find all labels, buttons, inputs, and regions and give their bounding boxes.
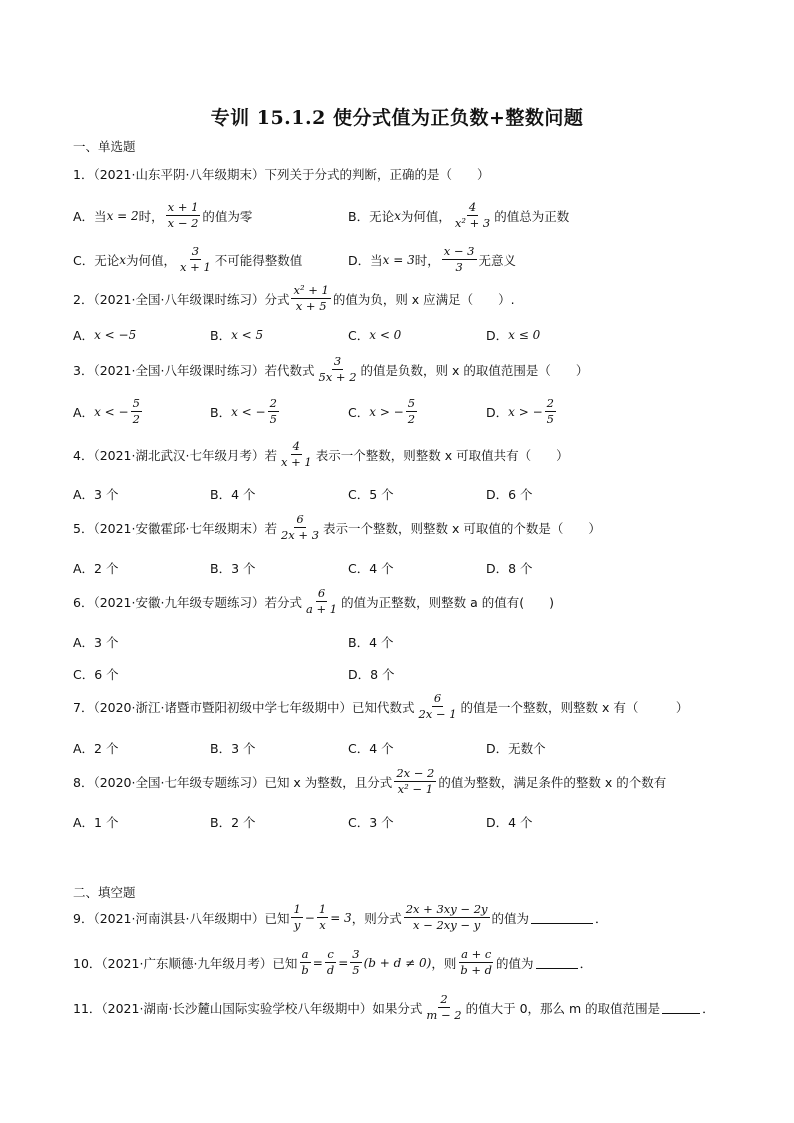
question-8-stem: 8．（2020·全国·七年级专题练习）已知 x 为整数，且分式 $\frac{2x - 2}{\text{x² − 1}}$ 的值为整数，满足条件的整数 x 的个数有 bbox=[73, 766, 667, 797]
question-5-option-d[interactable]: D．8 个 bbox=[486, 561, 533, 576]
question-7-option-c[interactable]: C．4 个 bbox=[348, 741, 394, 756]
fraction: $\frac{x - 3}{3}$ bbox=[443, 244, 475, 275]
question-10-stem: 10．（2021·广东顺德·九年级月考）已知 $\frac{a}{b}$ = $\frac{c}{d}$ = $\frac{3}{5}$ (b + d ≠ 0) ，则 $\frac{a + c}{b + d}$ 的值为 ． bbox=[73, 947, 593, 978]
question-8-option-c[interactable]: C．3 个 bbox=[348, 815, 394, 830]
fraction: $\frac{4}{\text{x² + 3}}$ bbox=[454, 200, 491, 231]
question-4-option-a[interactable]: A．3 个 bbox=[73, 487, 119, 502]
page-title: 专训 15.1.2 使分式值为正负数+整数问题 bbox=[210, 107, 584, 129]
answer-blank[interactable] bbox=[531, 911, 593, 924]
fraction: $\frac{3}{x + 1}$ bbox=[180, 244, 211, 275]
question-1-option-d[interactable]: D．当 x = 3 时， $\frac{x - 3}{3}$ 无意义 bbox=[348, 244, 517, 275]
question-1-option-a[interactable]: A．当 x = 2 时， $\frac{x + 1}{x - 2}$ 的值为零 bbox=[73, 200, 253, 231]
fraction: $\frac{x + 1}{x - 2}$ bbox=[167, 200, 199, 231]
question-8-option-d[interactable]: D．4 个 bbox=[486, 815, 533, 830]
fraction: $\frac{2x - 2}{\text{x² − 1}}$ bbox=[396, 766, 435, 797]
question-7-option-b[interactable]: B．3 个 bbox=[210, 741, 256, 756]
question-2-stem: 2．（2021·全国·八年级课时练习）分式 $\frac{\text{x² + 1}}{x + 5}$ 的值为负，则 x 应满足（ ）. bbox=[73, 283, 515, 314]
question-3-option-c[interactable]: C． x > − $\frac{5}{2}$ bbox=[348, 396, 416, 427]
question-2-option-c[interactable]: C． x < 0 bbox=[348, 328, 402, 343]
fraction: $\frac{\text{x² + 1}}{x + 5}$ bbox=[293, 283, 329, 314]
question-6-option-a[interactable]: A．3 个 bbox=[73, 635, 119, 650]
question-5-option-a[interactable]: A．2 个 bbox=[73, 561, 119, 576]
fraction: $\frac{6}{2x + 3}$ bbox=[280, 512, 320, 543]
question-5-option-b[interactable]: B．3 个 bbox=[210, 561, 256, 576]
fraction: $\frac{4}{x + 1}$ bbox=[280, 439, 312, 470]
question-3-option-b[interactable]: B． x < − $\frac{2}{5}$ bbox=[210, 396, 277, 427]
question-7-stem: 7．（2020·浙江·诸暨市暨阳初级中学七年级期中）已知代数式 $\frac{6}{2x - 1}$ 的值是一个整数，则整数 x 有（ ） bbox=[73, 691, 689, 722]
question-11-stem: 11．（2021·湖南·长沙麓山国际实验学校八年级期中）如果分式 $\frac{2}{m - 2}$ 的值大于 0，那么 m 的取值范围是 ． bbox=[73, 992, 715, 1023]
question-3-option-d[interactable]: D． x > − $\frac{2}{5}$ bbox=[486, 396, 554, 427]
question-3-option-a[interactable]: A． x < − $\frac{5}{2}$ bbox=[73, 396, 140, 427]
question-6-option-b[interactable]: B．4 个 bbox=[348, 635, 394, 650]
question-2-option-a[interactable]: A． x < −5 bbox=[73, 328, 137, 343]
fraction: $\frac{6}{a + 1}$ bbox=[305, 586, 338, 617]
question-5-option-c[interactable]: C．4 个 bbox=[348, 561, 394, 576]
question-6-stem: 6．（2021·安徽·九年级专题练习）若分式 $\frac{6}{a + 1}$ 的值为正整数，则整数 a 的值有( ) bbox=[73, 586, 554, 617]
question-2-option-b[interactable]: B． x < 5 bbox=[210, 328, 264, 343]
answer-blank[interactable] bbox=[662, 1001, 700, 1014]
question-1-option-b[interactable]: B．无论 x 为何值， $\frac{4}{\text{x² + 3}}$ 的值总为正数 bbox=[348, 200, 570, 231]
question-9-stem: 9．（2021·河南淇县·八年级期中）已知 $\frac{1}{y}$ − $\frac{1}{x}$ = 3 ，则分式 $\frac{2x + 3xy - 2y}{x - 2xy - y}$ 的值为 ． bbox=[73, 902, 608, 933]
question-3-stem: 3．（2021·全国·八年级课时练习）若代数式 $\frac{3}{5x + 2}$ 的值是负数，则 x 的取值范围是（ ） bbox=[73, 354, 589, 385]
question-4-option-d[interactable]: D．6 个 bbox=[486, 487, 533, 502]
question-8-option-a[interactable]: A．1 个 bbox=[73, 815, 119, 830]
question-4-stem: 4．（2021·湖北武汉·七年级月考）若 $\frac{4}{x + 1}$ 表示一个整数，则整数 x 可取值共有（ ） bbox=[73, 439, 569, 470]
fraction: $\frac{6}{2x - 1}$ bbox=[418, 691, 457, 722]
question-7-option-a[interactable]: A．2 个 bbox=[73, 741, 119, 756]
question-1-stem: 1．（2021·山东平阴·八年级期末）下列关于分式的判断，正确的是（ ） bbox=[73, 167, 490, 182]
question-1-option-c[interactable]: C．无论 x 为何值， $\frac{3}{x + 1}$ 不可能得整数值 bbox=[73, 244, 303, 275]
section-heading-single-choice: 一、单选题 bbox=[73, 139, 136, 154]
question-2-option-d[interactable]: D． x ≤ 0 bbox=[486, 328, 541, 343]
answer-blank[interactable] bbox=[536, 956, 578, 969]
question-4-option-b[interactable]: B．4 个 bbox=[210, 487, 256, 502]
fraction: $\frac{3}{5x + 2}$ bbox=[318, 354, 357, 385]
question-4-option-c[interactable]: C．5 个 bbox=[348, 487, 394, 502]
question-5-stem: 5．（2021·安徽霍邱·七年级期末）若 $\frac{6}{2x + 3}$ 表示一个整数，则整数 x 可取值的个数是（ ） bbox=[73, 512, 601, 543]
question-7-option-d[interactable]: D．无数个 bbox=[486, 741, 546, 756]
question-6-option-d[interactable]: D．8 个 bbox=[348, 667, 395, 682]
question-6-option-c[interactable]: C．6 个 bbox=[73, 667, 119, 682]
section-heading-fill-in: 二、填空题 bbox=[73, 885, 136, 900]
question-8-option-b[interactable]: B．2 个 bbox=[210, 815, 256, 830]
